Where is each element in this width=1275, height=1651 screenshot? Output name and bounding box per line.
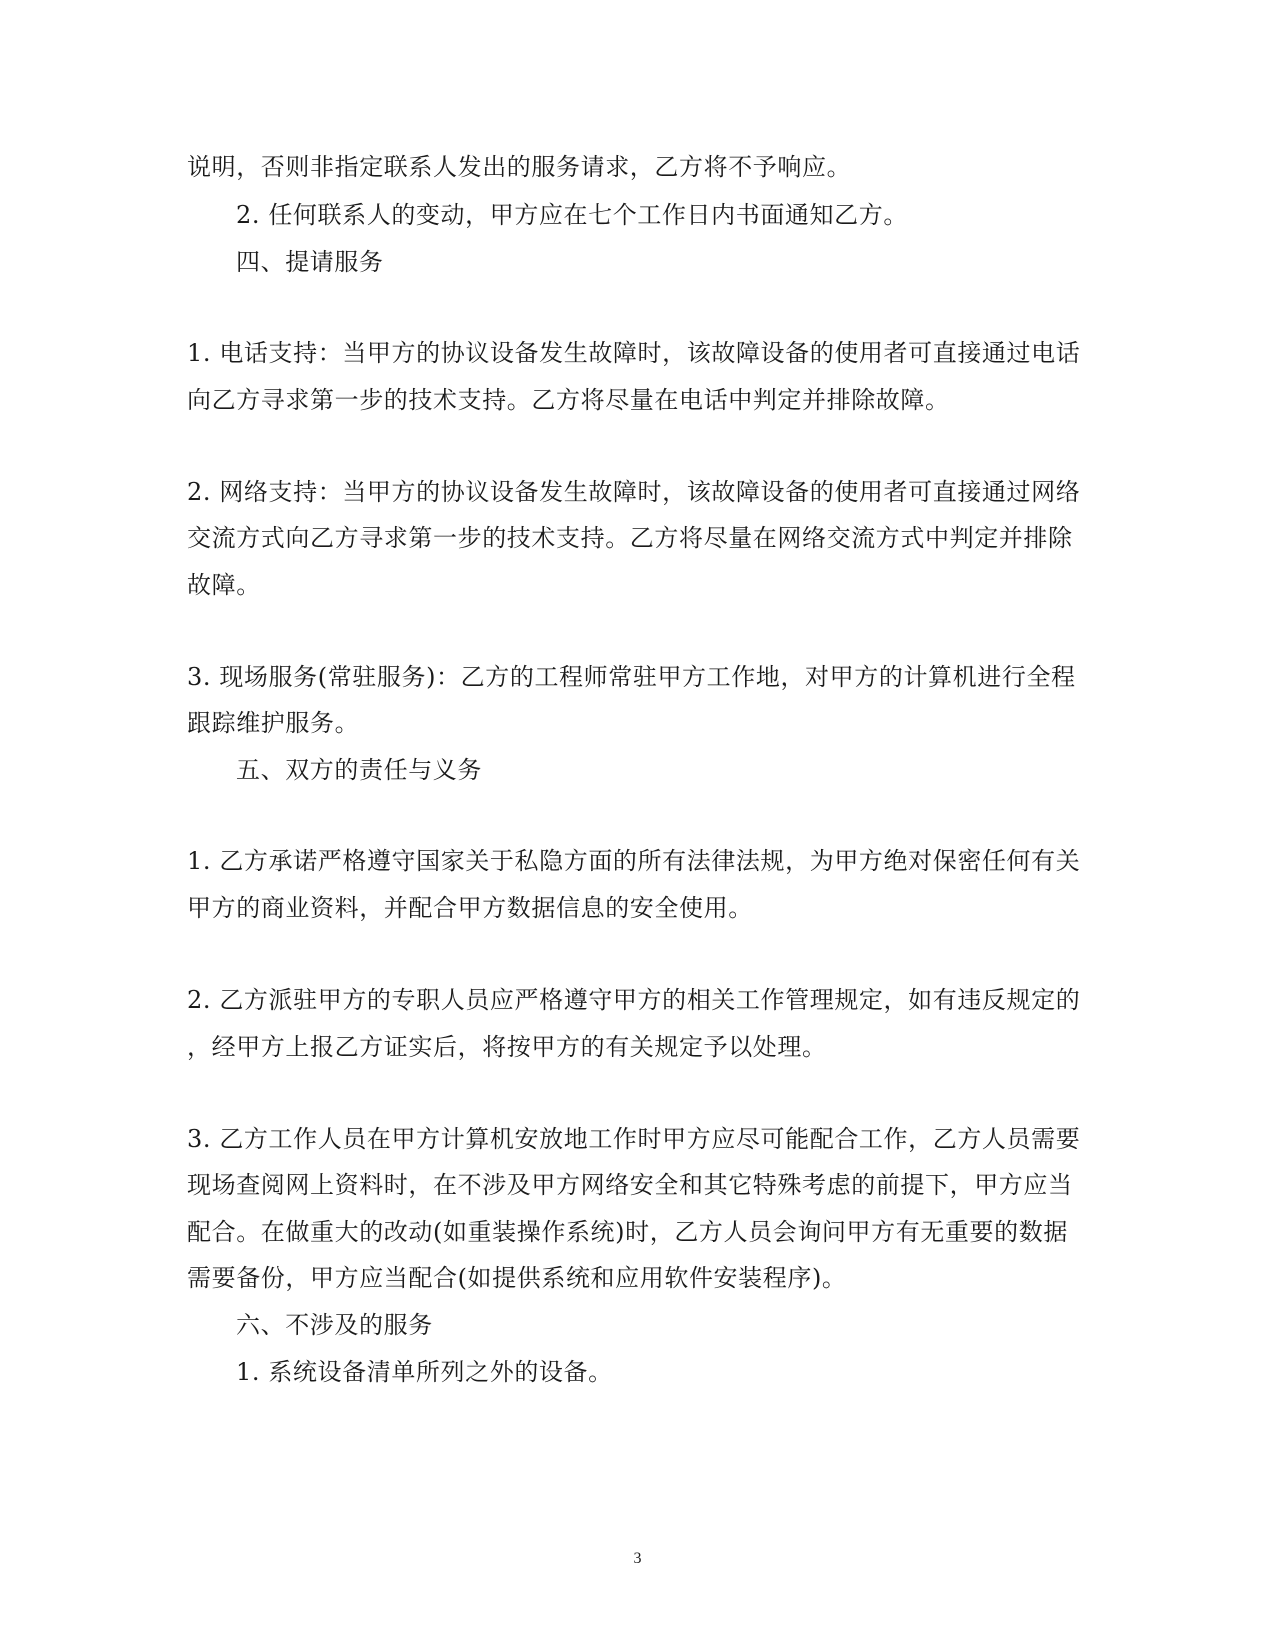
text-line: 故障。	[187, 571, 261, 599]
page-number: 3	[633, 1550, 642, 1567]
text-line: 1. 乙方承诺严格遵守国家关于私隐方面的所有法律法规，为甲方绝对保密任何有关	[187, 847, 1081, 875]
text-line: ，经甲方上报乙方证实后，将按甲方的有关规定予以处理。	[187, 1033, 827, 1061]
section-heading: 六、不涉及的服务	[236, 1311, 433, 1339]
text-line: 2. 网络支持：当甲方的协议设备发生故障时，该故障设备的使用者可直接通过网络	[187, 478, 1081, 506]
text-line: 交流方式向乙方寻求第一步的技术支持。乙方将尽量在网络交流方式中判定并排除	[187, 524, 1073, 552]
text-line: 配合。在做重大的改动(如重装操作系统)时，乙方人员会询问甲方有无重要的数据	[187, 1218, 1068, 1246]
text-line: 3. 乙方工作人员在甲方计算机安放地工作时甲方应尽可能配合工作，乙方人员需要	[187, 1125, 1081, 1153]
text-line: 现场查阅网上资料时，在不涉及甲方网络安全和其它特殊考虑的前提下，甲方应当	[187, 1171, 1073, 1199]
text-line: 向乙方寻求第一步的技术支持。乙方将尽量在电话中判定并排除故障。	[187, 386, 950, 414]
text-line: 3. 现场服务(常驻服务)：乙方的工程师常驻甲方工作地，对甲方的计算机进行全程	[187, 663, 1076, 691]
text-line: 2. 乙方派驻甲方的专职人员应严格遵守甲方的相关工作管理规定，如有违反规定的	[187, 986, 1081, 1014]
text-line: 需要备份，甲方应当配合(如提供系统和应用软件安装程序)。	[187, 1264, 847, 1292]
text-line: 2. 任何联系人的变动，甲方应在七个工作日内书面通知乙方。	[236, 201, 908, 229]
text-line: 跟踪维护服务。	[187, 709, 360, 737]
text-line: 甲方的商业资料，并配合甲方数据信息的安全使用。	[187, 894, 753, 922]
section-heading: 五、双方的责任与义务	[236, 756, 482, 784]
text-line: 1. 系统设备清单所列之外的设备。	[236, 1358, 613, 1386]
text-line: 1. 电话支持：当甲方的协议设备发生故障时，该故障设备的使用者可直接通过电话	[187, 339, 1081, 367]
section-heading: 四、提请服务	[236, 248, 384, 276]
text-line: 说明，否则非指定联系人发出的服务请求，乙方将不予响应。	[187, 153, 852, 181]
